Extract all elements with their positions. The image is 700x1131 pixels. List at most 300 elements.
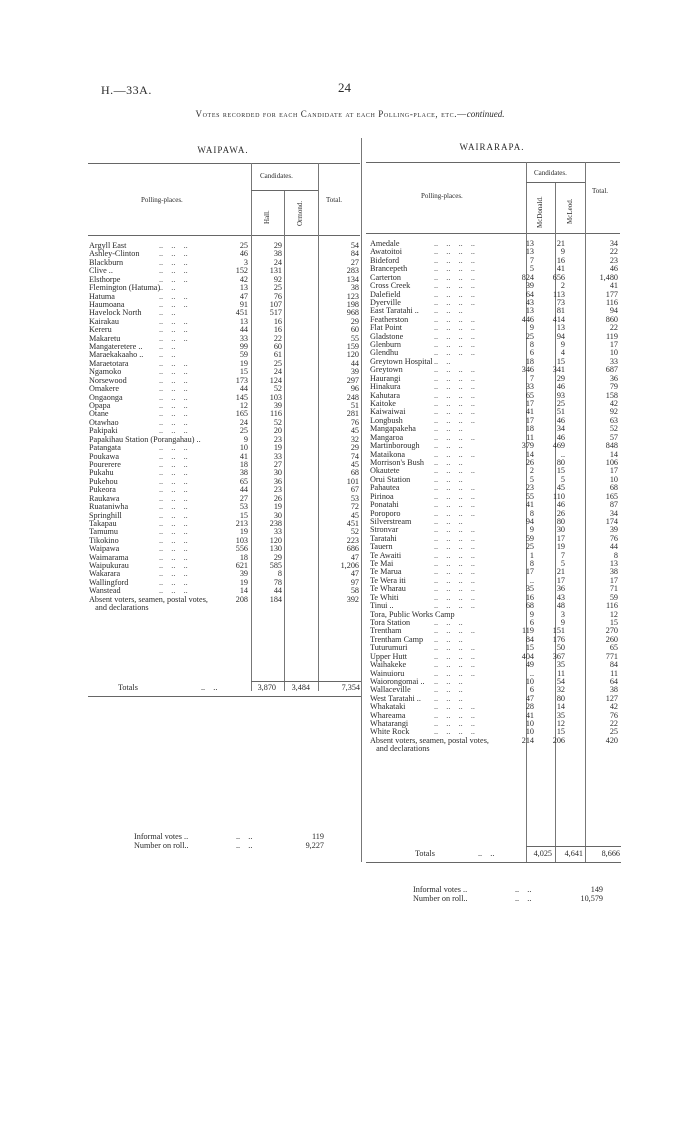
- table-row: [89, 604, 361, 612]
- polling-place-name: Pahautea: [370, 483, 400, 493]
- leader-dots: .. .. ..: [159, 502, 188, 512]
- total-votes: 45: [350, 510, 359, 520]
- total-votes: 94: [609, 306, 618, 316]
- polling-place-name: Wallaceville: [370, 685, 411, 695]
- leader-dots: .. .. .. ..: [434, 491, 475, 501]
- table-row: [89, 360, 361, 368]
- total-votes: 47: [350, 569, 359, 579]
- leader-dots: .. .. ..: [159, 249, 188, 259]
- polling-place-name: East Taratahi ..: [370, 306, 419, 316]
- leader-dots: .. .. ..: [159, 577, 188, 587]
- candidate-1-votes: 15: [239, 510, 248, 520]
- total-votes: 60: [350, 325, 359, 335]
- total-votes: 8: [613, 550, 618, 560]
- polling-place-name: Morrison's Bush: [370, 457, 425, 467]
- polling-place-name: Te Mai: [370, 559, 394, 569]
- candidate-2-votes: 32: [556, 685, 565, 695]
- polling-place-name: Amedale: [370, 239, 400, 248]
- table-row: [370, 577, 621, 585]
- total-votes: 101: [346, 476, 359, 486]
- polling-place-name: Pakipaki: [89, 426, 118, 436]
- candidate-1-votes: 8: [529, 559, 534, 569]
- table-row: [89, 436, 361, 444]
- total-votes: 127: [605, 693, 618, 703]
- candidate-2-votes: 25: [273, 283, 282, 293]
- candidate-2-votes: 27: [273, 459, 282, 469]
- waipawa-roll-row: [134, 841, 324, 850]
- candidate-2-votes: 33: [273, 451, 282, 461]
- table-row: [370, 400, 621, 408]
- leader-dots: .. .. ..: [159, 459, 188, 469]
- candidate-1-votes: 49: [525, 660, 534, 670]
- candidate-2-votes: 151: [552, 626, 565, 636]
- leader-dots: .. .. ..: [159, 510, 188, 520]
- leader-dots: .. .. .. ..: [434, 449, 475, 459]
- table-row: [89, 537, 361, 545]
- polling-place-name: Absent voters, seamen, postal votes,: [89, 594, 208, 604]
- polling-place-name: Te Marua: [370, 567, 402, 577]
- candidate-1-votes: 2: [529, 466, 534, 476]
- polling-place-name: Wanstead: [89, 586, 121, 596]
- total-votes: 686: [346, 544, 359, 554]
- leader-dots: .. .. ..: [159, 384, 188, 394]
- wairarapa-totals-rule: [526, 846, 621, 847]
- candidate-2-votes: 2: [560, 281, 565, 291]
- polling-place-name: Otane: [89, 409, 109, 419]
- waipawa-totals-dots: .. ..: [201, 683, 218, 692]
- polling-place-name: Waipawa: [89, 544, 120, 554]
- leader-dots: .. .. .. ..: [434, 584, 475, 594]
- candidate-1-votes: 55: [525, 491, 534, 501]
- polling-place-name: Norsewood: [89, 375, 127, 385]
- polling-place-name: and declarations: [89, 603, 149, 613]
- leader-dots: .. .. ..: [434, 685, 463, 695]
- leader-dots: .. .. ..: [159, 485, 188, 495]
- polling-place-name: Flemington (Hatuma): [89, 283, 161, 293]
- total-votes: 58: [350, 586, 359, 596]
- polling-place-name: Takapau: [89, 518, 117, 528]
- polling-place-name: Dalefield: [370, 289, 401, 299]
- table-row: [89, 377, 361, 385]
- table-row: [89, 410, 361, 418]
- candidate-1-votes: 10: [525, 719, 534, 729]
- candidate-2-votes: 34: [556, 424, 565, 434]
- candidate-2-votes: 46: [556, 500, 565, 510]
- table-row: [89, 259, 361, 267]
- candidate-2-votes: 124: [269, 375, 282, 385]
- table-row: [89, 385, 361, 393]
- leader-dots: .. .. ..: [159, 569, 188, 579]
- polling-place-name: Orui Station: [370, 474, 411, 484]
- polling-place-name: Pukeora: [89, 485, 116, 495]
- leader-dots: .. .. .. ..: [434, 348, 475, 358]
- table-row: [89, 250, 361, 258]
- candidate-2-votes: 61: [273, 350, 282, 360]
- leader-dots: .. .. ..: [159, 518, 188, 528]
- polling-place-name: Whareama: [370, 710, 406, 720]
- section-divider: [361, 138, 362, 862]
- waipawa-totals-ormond: 3,484: [291, 683, 310, 692]
- candidate-1-votes: 46: [239, 249, 248, 259]
- table-row: [89, 318, 361, 326]
- total-votes: 12: [609, 609, 618, 619]
- table-row: [370, 425, 621, 433]
- total-votes: 771: [605, 651, 618, 661]
- total-votes: 67: [350, 485, 359, 495]
- leader-dots: .. .. ..: [159, 392, 188, 402]
- waipawa-title: WAIPAWA.: [197, 145, 249, 155]
- total-votes: 42: [609, 702, 618, 712]
- leader-dots: .. .. .. ..: [434, 331, 475, 341]
- polling-place-name: Argyll East: [89, 241, 127, 250]
- total-votes: 27: [350, 257, 359, 267]
- leader-dots: .. .. .. ..: [434, 710, 475, 720]
- polling-place-name: Kairakau: [89, 316, 120, 326]
- candidate-1-votes: 152: [235, 266, 248, 276]
- polling-place-name: Raukawa: [89, 493, 120, 503]
- leader-dots: .. .. .. ..: [434, 727, 475, 737]
- candidate-1-votes: 6: [529, 685, 534, 695]
- polling-place-name: Cross Creek: [370, 281, 411, 291]
- candidate-1-votes: 19: [239, 527, 248, 537]
- candidate-1-votes: 379: [521, 441, 534, 451]
- wairarapa-candidates-header: Candidates.: [534, 169, 567, 177]
- table-row: [370, 408, 621, 416]
- leader-dots: .. .. ..: [434, 474, 463, 484]
- total-votes: 76: [609, 533, 618, 543]
- leader-dots: .. .. ..: [434, 306, 463, 316]
- candidate-2-votes: 25: [273, 358, 282, 368]
- leader-dots: .. ..: [159, 283, 176, 293]
- table-row: [370, 282, 621, 290]
- total-votes: 55: [350, 333, 359, 343]
- candidate-2-votes: 80: [556, 693, 565, 703]
- candidate-1-votes: 214: [521, 735, 534, 745]
- total-votes: 29: [350, 316, 359, 326]
- candidate-2-votes: 12: [556, 719, 565, 729]
- leader-dots: .. .. ..: [159, 241, 188, 250]
- polling-place-name: Mataikona: [370, 449, 406, 459]
- candidate-1-votes: 53: [239, 502, 248, 512]
- waipawa-total-header: Total.: [326, 196, 343, 204]
- total-votes: 84: [350, 249, 359, 259]
- leader-dots: .. .. .. ..: [434, 247, 475, 257]
- total-votes: 223: [346, 535, 359, 545]
- table-row: [89, 351, 361, 359]
- total-votes: 10: [609, 474, 618, 484]
- polling-place-name: Mangaroa: [370, 432, 404, 442]
- total-votes: 860: [605, 314, 618, 324]
- candidate-2-votes: 3: [560, 609, 565, 619]
- polling-place-name: Tinui ..: [370, 601, 394, 611]
- total-votes: 248: [346, 392, 359, 402]
- candidate-2-votes: 46: [556, 415, 565, 425]
- polling-place-name: Whatarangi: [370, 719, 409, 729]
- candidate-1-votes: 5: [529, 264, 534, 274]
- candidate-2-votes: 25: [556, 399, 565, 409]
- leader-dots: .. .. ..: [159, 316, 188, 326]
- leader-dots: .. .. ..: [159, 527, 188, 537]
- leader-dots: .. .. .. ..: [434, 651, 475, 661]
- candidate-2-votes: ..: [560, 449, 565, 459]
- candidate-2-votes: 206: [552, 735, 565, 745]
- table-row: [370, 476, 621, 484]
- candidate-2-votes: 184: [269, 594, 282, 604]
- leader-dots: .. .. .. ..: [434, 575, 475, 585]
- candidate-2-votes: 54: [556, 676, 565, 686]
- polling-place-name: Greytown: [370, 365, 403, 375]
- total-votes: 11: [610, 668, 618, 678]
- waipawa-candidate-2-header: Ormond.: [296, 200, 304, 226]
- leader-dots: .. .. .. ..: [434, 626, 475, 636]
- leader-dots: .. .. ..: [159, 417, 188, 427]
- table-row: [89, 486, 361, 494]
- leader-dots: .. .. .. ..: [434, 415, 475, 425]
- wairarapa-informal-dots: .. ..: [515, 885, 532, 894]
- table-row: [89, 503, 361, 511]
- candidate-2-votes: 15: [556, 727, 565, 737]
- candidate-2-votes: 116: [270, 409, 282, 419]
- total-votes: 41: [609, 281, 618, 291]
- waipawa-candidates-rule: [251, 190, 318, 191]
- candidate-1-votes: 59: [239, 350, 248, 360]
- candidate-1-votes: 44: [239, 325, 248, 335]
- leader-dots: .. .. .. ..: [434, 592, 475, 602]
- total-votes: 51: [350, 401, 359, 411]
- waipawa-table-body: [89, 242, 361, 613]
- leader-dots: .. .. ..: [159, 552, 188, 562]
- total-votes: 38: [609, 567, 618, 577]
- candidate-1-votes: 165: [235, 409, 248, 419]
- candidate-2-votes: 23: [273, 434, 282, 444]
- table-row: [89, 309, 361, 317]
- candidate-2-votes: 36: [556, 584, 565, 594]
- candidate-2-votes: 16: [273, 325, 282, 335]
- polling-place-name: Wainuioru: [370, 668, 405, 678]
- leader-dots: .. .. ..: [159, 544, 188, 554]
- wairarapa-candidate-2-header: McLeod.: [566, 198, 574, 224]
- polling-place-name: Tamumu: [89, 527, 118, 537]
- polling-place-name: and declarations: [370, 744, 430, 754]
- candidate-1-votes: 99: [239, 342, 248, 352]
- leader-dots: .. .. ..: [159, 535, 188, 545]
- polling-place-name: West Taratahi ..: [370, 693, 421, 703]
- leader-dots: .. .. .. ..: [434, 660, 475, 670]
- candidate-1-votes: 47: [239, 291, 248, 301]
- waipawa-polling-header: Polling-places.: [141, 196, 183, 204]
- leader-dots: .. .. .. ..: [434, 432, 475, 442]
- candidate-2-votes: 44: [273, 586, 282, 596]
- polling-place-name: Waiorongomai ..: [370, 676, 425, 686]
- total-votes: 158: [605, 390, 618, 400]
- candidate-1-votes: 65: [239, 476, 248, 486]
- candidate-2-votes: 11: [557, 668, 565, 678]
- waipawa-candidates-header: Candidates.: [260, 172, 293, 180]
- table-row: [370, 636, 621, 644]
- candidate-2-votes: 51: [556, 407, 565, 417]
- table-row: [370, 501, 621, 509]
- leader-dots: .. .. ..: [159, 443, 188, 453]
- candidate-2-votes: 367: [552, 651, 565, 661]
- leader-dots: .. .. ..: [159, 375, 188, 385]
- total-votes: 38: [609, 685, 618, 695]
- candidate-1-votes: 213: [235, 518, 248, 528]
- leader-dots: .. .. .. ..: [434, 550, 475, 560]
- polling-place-name: Maraekakaaho ..: [89, 350, 144, 360]
- table-row: [370, 392, 621, 400]
- wairarapa-totals-mcleod: 4,641: [564, 849, 583, 858]
- table-row: [89, 444, 361, 452]
- candidate-1-votes: 9: [243, 434, 248, 444]
- wairarapa-roll-value: 10,579: [580, 894, 603, 904]
- candidate-2-votes: 585: [269, 561, 282, 571]
- polling-place-name: Te Wharau: [370, 584, 406, 594]
- candidate-2-votes: 17: [556, 533, 565, 543]
- candidate-1-votes: 10: [525, 676, 534, 686]
- candidate-1-votes: 12: [239, 401, 248, 411]
- candidate-1-votes: ..: [529, 575, 534, 585]
- wairarapa-informal-value: 149: [590, 885, 603, 894]
- leader-dots: .. .. ..: [159, 451, 188, 461]
- leader-dots: .. .. ..: [159, 426, 188, 436]
- candidate-2-votes: 17: [556, 575, 565, 585]
- polling-place-name: Absent voters, seamen, postal votes,: [370, 735, 489, 745]
- wairarapa-totals-dots: .. ..: [478, 849, 495, 858]
- candidate-2-votes: 16: [273, 316, 282, 326]
- total-votes: 1,480: [599, 272, 618, 282]
- candidate-2-votes: 23: [273, 485, 282, 495]
- candidate-2-votes: 93: [556, 390, 565, 400]
- polling-place-name: Longbush: [370, 415, 403, 425]
- candidate-2-votes: 21: [556, 239, 565, 248]
- total-votes: 33: [609, 356, 618, 366]
- leader-dots: .. .. ..: [159, 257, 188, 267]
- total-votes: 106: [605, 457, 618, 467]
- document-reference: H.—33A.: [101, 83, 152, 97]
- candidate-2-votes: 9: [560, 617, 565, 627]
- candidate-2-votes: 43: [556, 592, 565, 602]
- leader-dots: .. .. .. ..: [434, 264, 475, 274]
- polling-place-name: Flat Point: [370, 323, 403, 333]
- waipawa-informal-row: [134, 832, 324, 841]
- polling-place-name: Springhill: [89, 510, 122, 520]
- table-row: [89, 368, 361, 376]
- wairarapa-totals-total: 8,666: [601, 849, 620, 858]
- candidate-2-votes: 24: [273, 257, 282, 267]
- candidate-2-votes: 26: [556, 508, 565, 518]
- table-row: [89, 284, 361, 292]
- polling-place-name: Featherston: [370, 314, 409, 324]
- table-row: [370, 535, 621, 543]
- candidate-1-votes: 16: [525, 592, 534, 602]
- table-row: [370, 240, 621, 248]
- candidate-1-votes: 5: [529, 474, 534, 484]
- candidate-1-votes: 65: [525, 390, 534, 400]
- polling-place-name: White Rock: [370, 727, 410, 737]
- candidate-1-votes: 14: [525, 449, 534, 459]
- table-row: [370, 695, 621, 703]
- candidate-2-votes: 76: [273, 291, 282, 301]
- waipawa-informal-value: 119: [312, 832, 324, 841]
- table-row: [89, 453, 361, 461]
- total-votes: 29: [350, 443, 359, 453]
- page-number: 24: [338, 80, 351, 95]
- waipawa-roll-dots: .. ..: [236, 841, 253, 851]
- leader-dots: .. .. .. ..: [434, 255, 475, 265]
- total-votes: 34: [609, 239, 618, 248]
- candidate-2-votes: 120: [269, 535, 282, 545]
- leader-dots: .. .. ..: [159, 266, 188, 276]
- candidate-2-votes: 19: [273, 443, 282, 453]
- polling-place-name: Pukahu: [89, 468, 114, 478]
- polling-place-name: Okautete: [370, 466, 400, 476]
- candidate-1-votes: 8: [529, 340, 534, 350]
- candidate-2-votes: 29: [273, 241, 282, 250]
- candidate-2-votes: 46: [556, 382, 565, 392]
- waipawa-header-rule-bottom: [88, 235, 360, 236]
- candidate-2-votes: 517: [269, 308, 282, 318]
- table-row: [89, 579, 361, 587]
- leader-dots: .. .. .. ..: [434, 297, 475, 307]
- polling-place-name: Awatoitoi: [370, 247, 402, 257]
- table-row: [370, 316, 621, 324]
- table-row: [370, 333, 621, 341]
- candidate-2-votes: 29: [556, 373, 565, 383]
- candidate-1-votes: 145: [235, 392, 248, 402]
- polling-place-name: Wakarara: [89, 569, 121, 579]
- table-row: [370, 661, 621, 669]
- candidate-2-votes: 48: [556, 601, 565, 611]
- candidate-1-votes: 446: [521, 314, 534, 324]
- total-votes: 34: [609, 508, 618, 518]
- candidate-2-votes: 39: [273, 401, 282, 411]
- candidate-1-votes: 13: [525, 239, 534, 248]
- total-votes: 116: [606, 297, 618, 307]
- leader-dots: .. .. .. ..: [434, 314, 475, 324]
- total-votes: 119: [606, 331, 618, 341]
- table-row: [370, 442, 621, 450]
- polling-place-name: Pourerere: [89, 459, 121, 469]
- candidate-1-votes: 3: [243, 257, 248, 267]
- candidate-2-votes: 113: [553, 289, 565, 299]
- waipawa-totals-hall: 3,870: [257, 683, 276, 692]
- candidate-2-votes: 29: [273, 552, 282, 562]
- total-votes: 120: [346, 350, 359, 360]
- candidate-1-votes: 94: [525, 516, 534, 526]
- table-row: [370, 526, 621, 534]
- candidate-2-votes: 73: [556, 297, 565, 307]
- total-votes: 270: [605, 626, 618, 636]
- total-votes: 42: [609, 399, 618, 409]
- polling-place-name: Poroporo: [370, 508, 401, 518]
- leader-dots: .. .. .. ..: [434, 559, 475, 569]
- leader-dots: .. .. ..: [434, 516, 463, 526]
- table-row: [370, 265, 621, 273]
- candidate-2-votes: 5: [560, 474, 565, 484]
- candidate-2-votes: 110: [553, 491, 565, 501]
- table-row: [89, 394, 361, 402]
- candidate-1-votes: 17: [525, 399, 534, 409]
- table-row: [89, 469, 361, 477]
- wairarapa-totals-label: Totals: [415, 849, 435, 858]
- leader-dots: .. .. .. ..: [434, 483, 475, 493]
- polling-place-name: Ponatahi: [370, 500, 399, 510]
- candidate-1-votes: 44: [239, 485, 248, 495]
- total-votes: 687: [605, 365, 618, 375]
- candidate-2-votes: 33: [273, 527, 282, 537]
- table-row: [370, 585, 621, 593]
- candidate-1-votes: 84: [525, 634, 534, 644]
